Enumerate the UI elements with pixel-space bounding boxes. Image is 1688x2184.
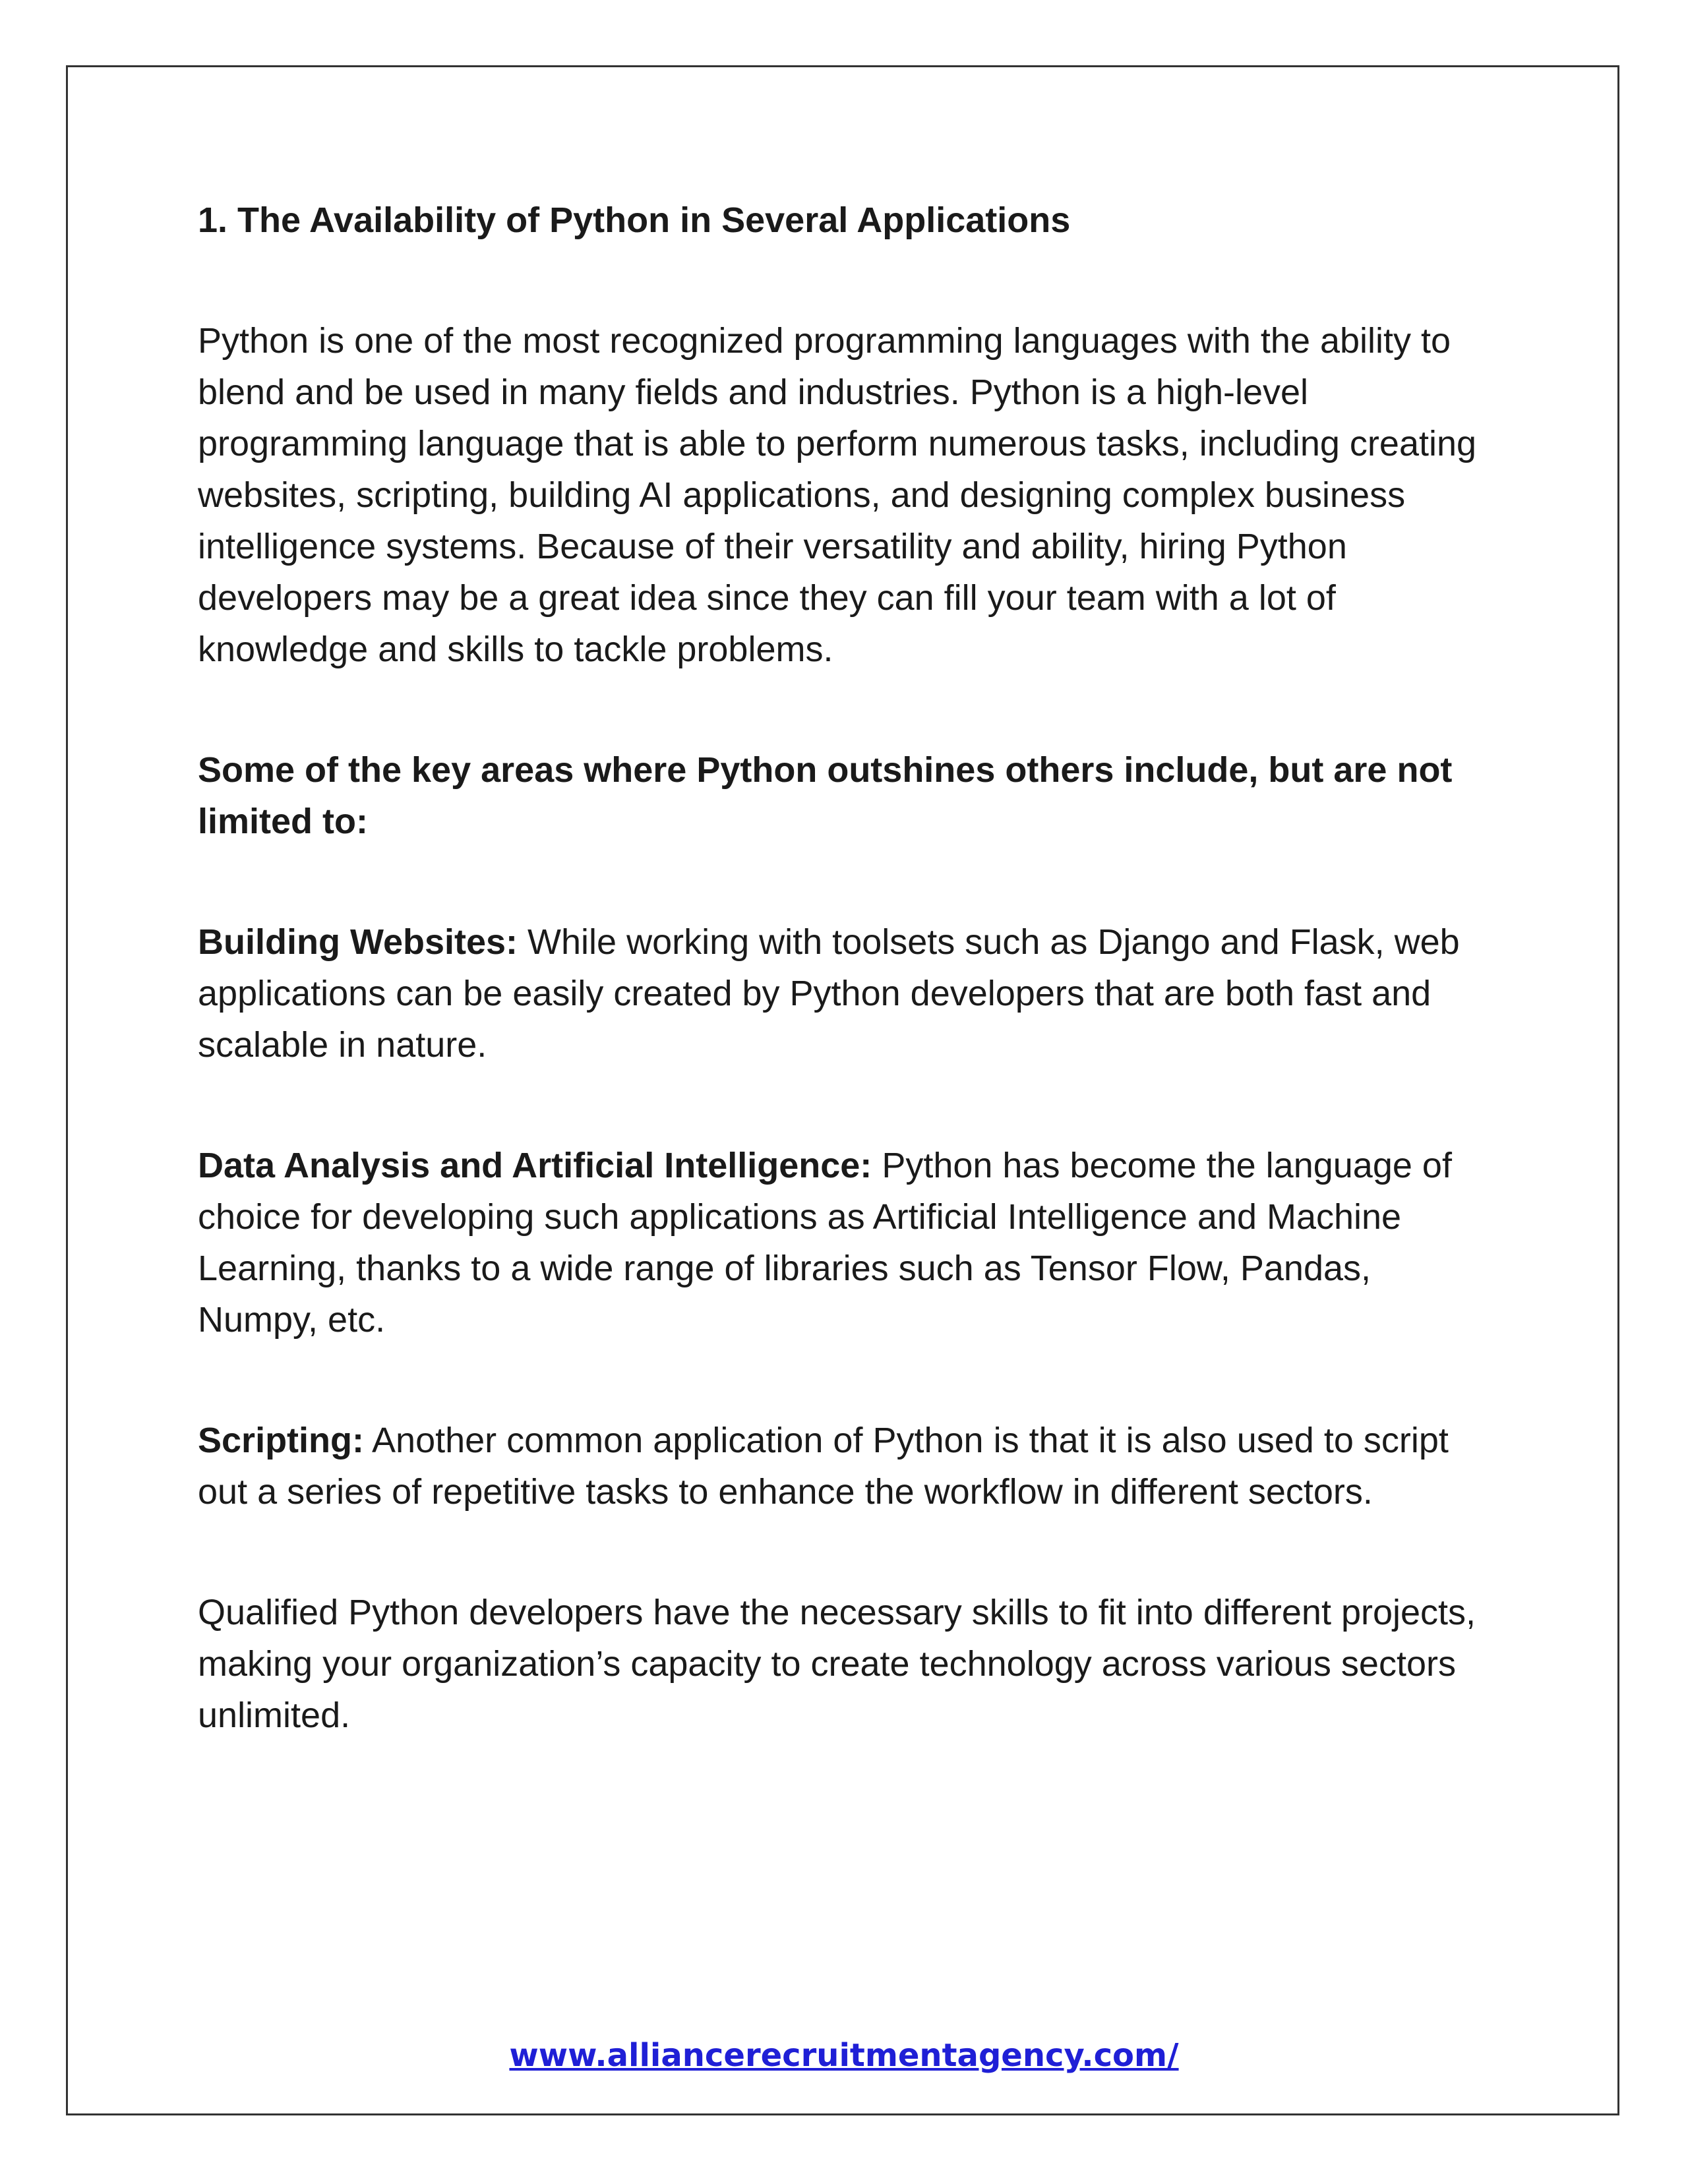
document-body [198, 194, 1490, 1741]
website-link[interactable]: www.alliancerecruitmentagency.com/ [509, 2037, 1179, 2074]
section-body: Another common application of Python is that it is also used to script out a series of repetitive tasks to enhance the workflow in different sectors. [198, 1421, 1449, 1512]
section-body: Python has become the language of choice for developing such applications as Artificial Intelligence and Machine Learning, thanks to a wide range of libraries such as Tensor Flow, Pandas, Numpy, etc. [198, 1146, 1452, 1340]
section-building-websites [198, 916, 1490, 1071]
key-areas-heading: Some of the key areas where Python outshines others include, but are not limited to: [198, 750, 1453, 841]
section-body: While working with toolsets such as Django and Flask, web applications can be easily created by Python developers that are both fast and scalable in nature. [198, 922, 1460, 1065]
section-scripting [198, 1415, 1490, 1518]
section-title: Data Analysis and Artificial Intelligence: [198, 1146, 872, 1185]
section-title: Building Websites: [198, 922, 518, 962]
section-title: Scripting: [198, 1421, 364, 1460]
intro-paragraph: Python is one of the most recognized programming languages with the ability to blend and be used in many fields and industries. Python is a high-level programming language that is able to perform numerous tasks, including creating websites, scripting, building AI applications, and designing complex business intelligence systems. Because of their versatility and ability, hiring Python developers may be a great idea since they can fill your team with a lot of knowledge and skills to tackle problems. [198, 321, 1477, 669]
section-data-analysis-ai [198, 1140, 1490, 1345]
closing-paragraph: Qualified Python developers have the necessary skills to fit into different projects, making your organization’s capacity to create technology across various sectors unlimited. [198, 1593, 1476, 1735]
section-heading: 1. The Availability of Python in Several Applications [198, 200, 1071, 240]
